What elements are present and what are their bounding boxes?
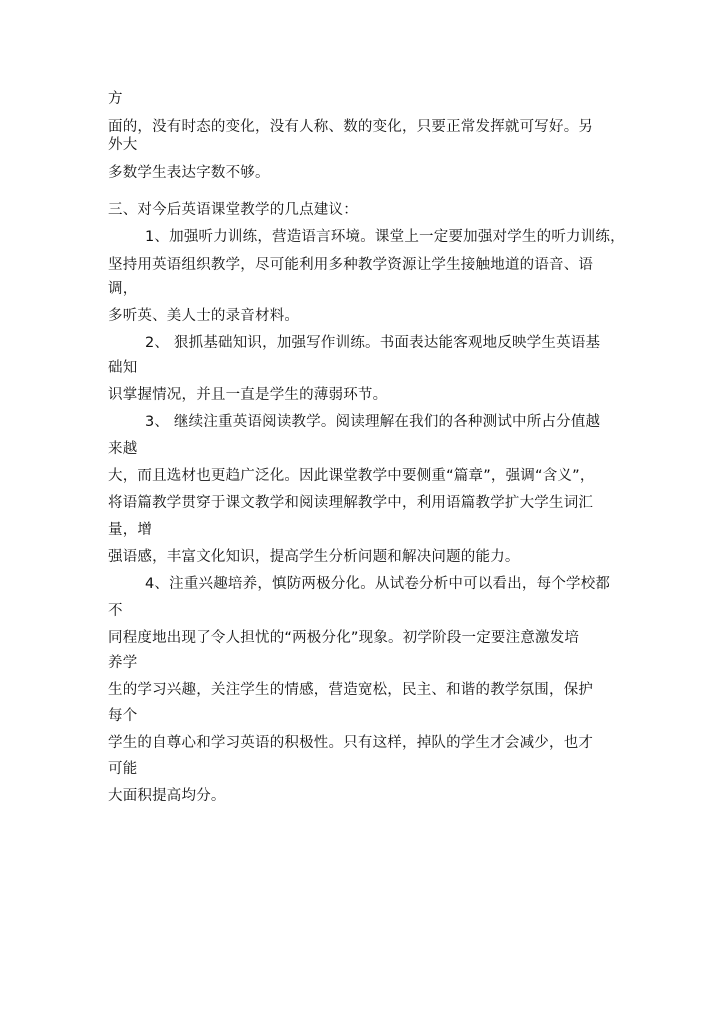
- text-line: 识掌握情况，并且一直是学生的薄弱环节。: [108, 387, 388, 403]
- text-line: 生的学习兴趣，关注学生的情感，营造宽松，民主、和谐的教学氛围，保护: [108, 682, 594, 698]
- text-line: 强语感，丰富文化知识，提高学生分析问题和解决问题的能力。: [108, 549, 520, 565]
- text-line: 不: [108, 603, 123, 619]
- text-line: 量，增: [108, 522, 153, 538]
- text-line: 来越: [108, 441, 138, 457]
- text-line: 外大: [108, 137, 138, 153]
- text-line: 4、注重兴趣培养，慎防两极分化。从试卷分析中可以看出，每个学校都: [145, 576, 611, 592]
- text-line: 可能: [108, 761, 138, 777]
- text-line: 每个: [108, 708, 138, 724]
- text-line: 调，: [108, 281, 138, 297]
- text-line: 多数学生表达字数不够。: [108, 165, 270, 181]
- text-line: 将语篇教学贯穿于课文教学和阅读理解教学中，利用语篇教学扩大学生词汇: [108, 495, 594, 511]
- section-heading: 三、对今后英语课堂教学的几点建议：: [108, 202, 358, 218]
- text-line: 养学: [108, 655, 138, 671]
- text-line: 大面积提高均分。: [108, 788, 226, 804]
- text-line: 3、 继续注重英语阅读教学。阅读理解在我们的各种测试中所占分值越: [145, 414, 601, 430]
- text-line: 大，而且选材也更趋广泛化。因此课堂教学中要侧重“篇章”，强调“含义”，: [108, 468, 595, 484]
- text-line: 1、加强听力训练，营造语言环境。课堂上一定要加强对学生的听力训练，: [145, 229, 625, 245]
- text-line: 同程度地出现了令人担忧的“两极分化”现象。初学阶段一定要注意激发培: [108, 630, 580, 646]
- text-line: 坚持用英语组织教学，尽可能利用多种教学资源让学生接触地道的语音、语: [108, 257, 594, 273]
- text-line: 础知: [108, 360, 138, 376]
- text-line: 2、 狠抓基础知识，加强写作训练。书面表达能客观地反映学生英语基: [145, 335, 601, 351]
- text-line: 方: [108, 91, 123, 107]
- text-line: 学生的自尊心和学习英语的积极性。只有这样，掉队的学生才会减少，也才: [108, 735, 594, 751]
- text-line: 面的，没有时态的变化，没有人称、数的变化，只要正常发挥就可写好。另: [108, 119, 594, 135]
- text-line: 多听英、美人士的录音材料。: [108, 308, 300, 324]
